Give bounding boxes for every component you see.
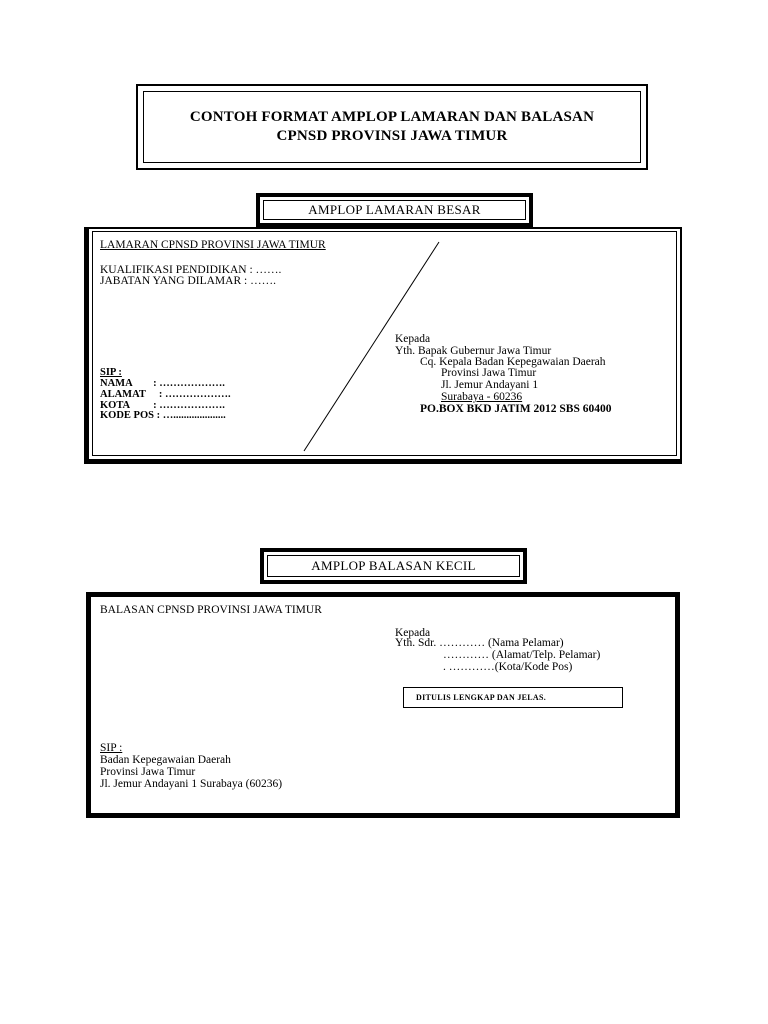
besar-recipient-jalan: Jl. Jemur Andayani 1 [441,379,539,391]
besar-kota: KOTA : ………………. [100,400,225,411]
besar-recipient-cq: Cq. Kepala Badan Kepegawaian Daerah [420,356,606,368]
title-line-2: CPNSD PROVINSI JAWA TIMUR [276,128,508,144]
besar-heading: LAMARAN CPNSD PROVINSI JAWA TIMUR [100,239,326,251]
besar-recipient-pobox: PO.BOX BKD JATIM 2012 SBS 60400 [420,403,612,415]
besar-alamat: ALAMAT : ………………. [100,389,231,400]
kecil-sender-line-1: Badan Kepegawaian Daerah [100,754,231,766]
besar-recipient-provinsi: Provinsi Jawa Timur [441,367,537,379]
label-amplop-balasan-kecil-text: AMPLOP BALASAN KECIL [267,555,520,577]
label-amplop-lamaran-besar-text: AMPLOP LAMARAN BESAR [263,200,526,220]
besar-recipient-kepada: Kepada [395,333,431,345]
kecil-recipient-kota: . …………(Kota/Kode Pos) [443,661,573,673]
besar-kode-pos: KODE POS : ….................... [100,410,226,421]
kecil-heading: BALASAN CPNSD PROVINSI JAWA TIMUR [100,604,322,616]
label-amplop-balasan-kecil [260,548,527,584]
besar-recipient-yth: Yth. Bapak Gubernur Jawa Timur [395,345,552,357]
title-line-1: CONTOH FORMAT AMPLOP LAMARAN DAN BALASAN [189,109,595,125]
kecil-sip-label: SIP : [100,742,123,754]
kecil-sender-line-2: Provinsi Jawa Timur [100,766,196,778]
kecil-sender-line-3: Jl. Jemur Andayani 1 Surabaya (60236) [100,778,283,790]
besar-sip-label: SIP : [100,367,122,378]
besar-kualifikasi: KUALIFIKASI PENDIDIKAN : ……. [100,264,282,276]
besar-nama: NAMA : ………………. [100,378,225,389]
note-box: DITULIS LENGKAP DAN JELAS. [403,687,623,708]
kecil-recipient-kepada: Kepada [395,627,431,639]
kecil-recipient-yth: Yth. Sdr. ………… (Nama Pelamar) [395,637,564,649]
besar-jabatan: JABATAN YANG DILAMAR : ……. [100,275,276,287]
kecil-recipient-alamat: ………… (Alamat/Telp. Pelamar) [443,649,601,661]
besar-recipient-kota: Surabaya - 60236 [441,391,523,403]
